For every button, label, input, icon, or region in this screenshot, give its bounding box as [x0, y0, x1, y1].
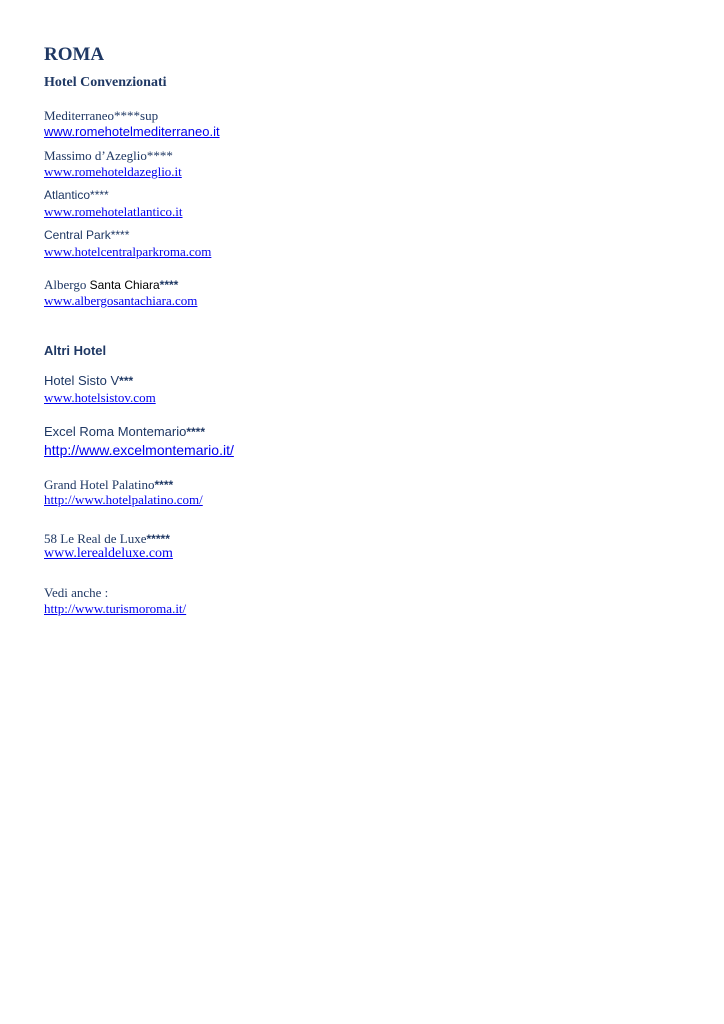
hotel-link[interactable]: www.romehotelatlantico.it [44, 204, 183, 219]
hotel-link[interactable]: www.hotelsistov.com [44, 390, 156, 405]
hotel-link[interactable]: http://www.excelmontemario.it/ [44, 442, 234, 458]
hotel-name-text: 58 Le Real de Luxe [44, 531, 147, 546]
section-heading-altri: Altri Hotel [44, 343, 107, 358]
hotel-link[interactable]: www.romehoteldazeglio.it [44, 164, 182, 179]
page-title: ROMA [44, 44, 105, 65]
hotel-stars: **** [159, 278, 179, 292]
hotel-name-main: Santa Chiara [89, 278, 160, 292]
hotel-name: Central Park**** [44, 228, 130, 242]
hotel-name-text: Hotel Sisto V [44, 373, 120, 388]
hotel-stars: ***** [146, 532, 170, 546]
hotel-name: Mediterraneo****sup [44, 108, 159, 123]
hotel-name [44, 276, 178, 294]
hotel-link[interactable]: http://www.hotelpalatino.com/ [44, 492, 203, 507]
hotel-stars: **** [186, 425, 206, 439]
hotel-name: Massimo d’Azeglio**** [44, 148, 173, 163]
hotel-stars: *** [119, 374, 134, 388]
see-also-label: Vedi anche : [44, 585, 109, 600]
hotel-link[interactable]: www.albergosantachiara.com [44, 293, 198, 308]
hotel-name-prefix: Albergo [44, 277, 90, 292]
hotel-name [44, 423, 205, 441]
hotel-name-text: Grand Hotel Palatino [44, 477, 155, 492]
hotel-name-text: Excel Roma Montemario [44, 424, 187, 439]
hotel-name [44, 372, 133, 390]
hotel-link[interactable]: www.lerealdeluxe.com [44, 546, 173, 561]
section-heading-convenzionati: Hotel Convenzionati [44, 75, 167, 90]
see-also-link[interactable]: http://www.turismoroma.it/ [44, 601, 187, 616]
hotel-stars: **** [154, 478, 174, 492]
hotel-link[interactable]: www.hotelcentralparkroma.com [44, 244, 212, 259]
hotel-link[interactable]: www.romehotelmediterraneo.it [44, 124, 220, 139]
hotel-name: Atlantico**** [44, 188, 109, 202]
